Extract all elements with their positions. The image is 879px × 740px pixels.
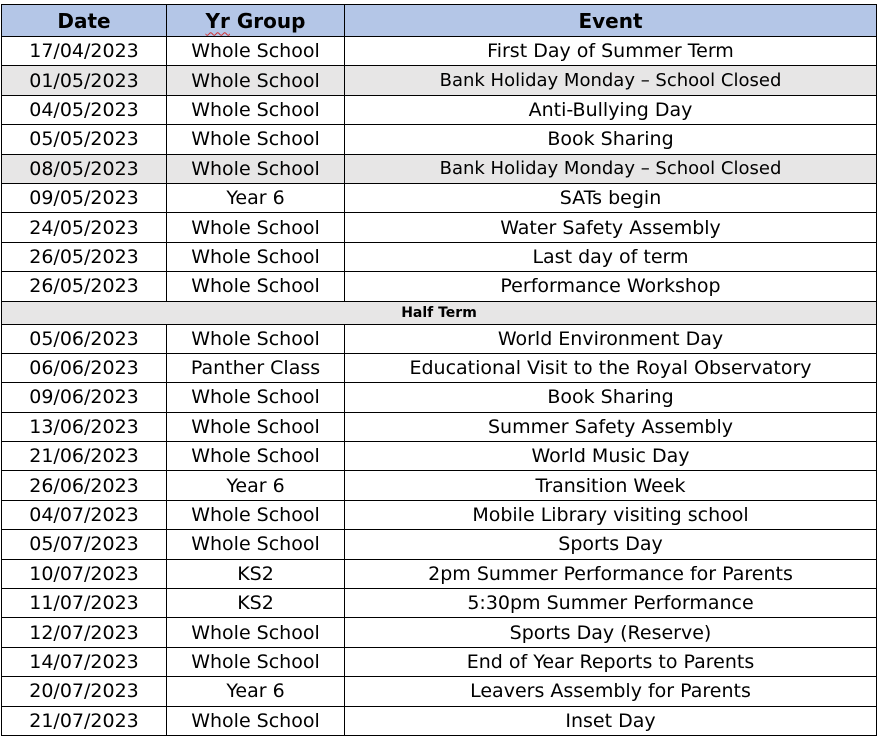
- cell-date: 26/06/2023: [2, 471, 167, 500]
- cell-event: Anti-Bullying Day: [345, 95, 877, 124]
- cell-group: Whole School: [167, 530, 345, 559]
- cell-date: 09/05/2023: [2, 183, 167, 212]
- table-row: [2, 125, 877, 154]
- cell-group: Panther Class: [167, 353, 345, 382]
- cell-event: 5:30pm Summer Performance: [345, 589, 877, 618]
- table-row: [2, 353, 877, 382]
- cell-date: 05/06/2023: [2, 324, 167, 353]
- cell-date: 14/07/2023: [2, 647, 167, 676]
- cell-group: Whole School: [167, 500, 345, 529]
- half-term-divider-row: [2, 301, 877, 324]
- cell-event: Leavers Assembly for Parents: [345, 677, 877, 706]
- cell-group: Whole School: [167, 125, 345, 154]
- table-row: [2, 66, 877, 95]
- table-row: [2, 618, 877, 647]
- cell-group: Whole School: [167, 324, 345, 353]
- cell-event: Sports Day (Reserve): [345, 618, 877, 647]
- cell-group: Whole School: [167, 383, 345, 412]
- cell-group: Year 6: [167, 677, 345, 706]
- cell-event: Water Safety Assembly: [345, 213, 877, 242]
- cell-group: Whole School: [167, 412, 345, 441]
- cell-event: Summer Safety Assembly: [345, 412, 877, 441]
- cell-event: Sports Day: [345, 530, 877, 559]
- table-row: [2, 242, 877, 271]
- table-row: [2, 500, 877, 529]
- table-row: [2, 213, 877, 242]
- cell-event: Bank Holiday Monday – School Closed: [345, 154, 877, 183]
- cell-event: SATs begin: [345, 183, 877, 212]
- cell-date: 05/07/2023: [2, 530, 167, 559]
- table-row: [2, 37, 877, 66]
- cell-date: 12/07/2023: [2, 618, 167, 647]
- cell-group: Year 6: [167, 183, 345, 212]
- cell-event: World Music Day: [345, 442, 877, 471]
- cell-group: Whole School: [167, 66, 345, 95]
- cell-event: End of Year Reports to Parents: [345, 647, 877, 676]
- cell-group: Whole School: [167, 706, 345, 735]
- cell-date: 26/05/2023: [2, 242, 167, 271]
- cell-date: 10/07/2023: [2, 559, 167, 588]
- header-group-word: Group: [229, 8, 306, 33]
- cell-event: First Day of Summer Term: [345, 37, 877, 66]
- cell-event: World Environment Day: [345, 324, 877, 353]
- cell-event: Performance Workshop: [345, 272, 877, 301]
- cell-date: 24/05/2023: [2, 213, 167, 242]
- table-row: [2, 383, 877, 412]
- cell-date: 09/06/2023: [2, 383, 167, 412]
- header-row: [2, 5, 877, 37]
- events-calendar-table: [1, 4, 877, 736]
- cell-group: Whole School: [167, 213, 345, 242]
- table-row: [2, 324, 877, 353]
- cell-event: Bank Holiday Monday – School Closed: [345, 66, 877, 95]
- table-row: [2, 95, 877, 124]
- cell-group: Whole School: [167, 242, 345, 271]
- table-row: [2, 154, 877, 183]
- table-row: [2, 589, 877, 618]
- table-row: [2, 677, 877, 706]
- cell-date: 06/06/2023: [2, 353, 167, 382]
- table-row: [2, 647, 877, 676]
- cell-date: 04/05/2023: [2, 95, 167, 124]
- header-yr-word: Yr: [205, 8, 230, 33]
- cell-group: Whole School: [167, 647, 345, 676]
- cell-group: Whole School: [167, 442, 345, 471]
- cell-date: 11/07/2023: [2, 589, 167, 618]
- cell-group: Whole School: [167, 272, 345, 301]
- half-term-label: Half Term: [2, 301, 877, 324]
- table-row: [2, 183, 877, 212]
- cell-event: Mobile Library visiting school: [345, 500, 877, 529]
- cell-date: 20/07/2023: [2, 677, 167, 706]
- cell-event: Book Sharing: [345, 383, 877, 412]
- cell-date: 13/06/2023: [2, 412, 167, 441]
- cell-event: Last day of term: [345, 242, 877, 271]
- cell-date: 01/05/2023: [2, 66, 167, 95]
- cell-group: KS2: [167, 589, 345, 618]
- cell-event: Book Sharing: [345, 125, 877, 154]
- cell-group: Whole School: [167, 37, 345, 66]
- header-event: Event: [345, 5, 877, 37]
- cell-date: 05/05/2023: [2, 125, 167, 154]
- table-row: [2, 559, 877, 588]
- cell-date: 21/07/2023: [2, 706, 167, 735]
- cell-date: 04/07/2023: [2, 500, 167, 529]
- cell-date: 17/04/2023: [2, 37, 167, 66]
- table-row: [2, 706, 877, 735]
- cell-group: Year 6: [167, 471, 345, 500]
- cell-date: 21/06/2023: [2, 442, 167, 471]
- cell-event: Educational Visit to the Royal Observatory: [345, 353, 877, 382]
- table-row: [2, 272, 877, 301]
- header-yr-group: [167, 5, 345, 37]
- header-date: Date: [2, 5, 167, 37]
- cell-group: Whole School: [167, 618, 345, 647]
- cell-event: 2pm Summer Performance for Parents: [345, 559, 877, 588]
- cell-group: KS2: [167, 559, 345, 588]
- cell-date: 08/05/2023: [2, 154, 167, 183]
- cell-event: Inset Day: [345, 706, 877, 735]
- cell-group: Whole School: [167, 154, 345, 183]
- table-row: [2, 530, 877, 559]
- table-row: [2, 412, 877, 441]
- table-row: [2, 442, 877, 471]
- cell-event: Transition Week: [345, 471, 877, 500]
- cell-group: Whole School: [167, 95, 345, 124]
- table-row: [2, 471, 877, 500]
- cell-date: 26/05/2023: [2, 272, 167, 301]
